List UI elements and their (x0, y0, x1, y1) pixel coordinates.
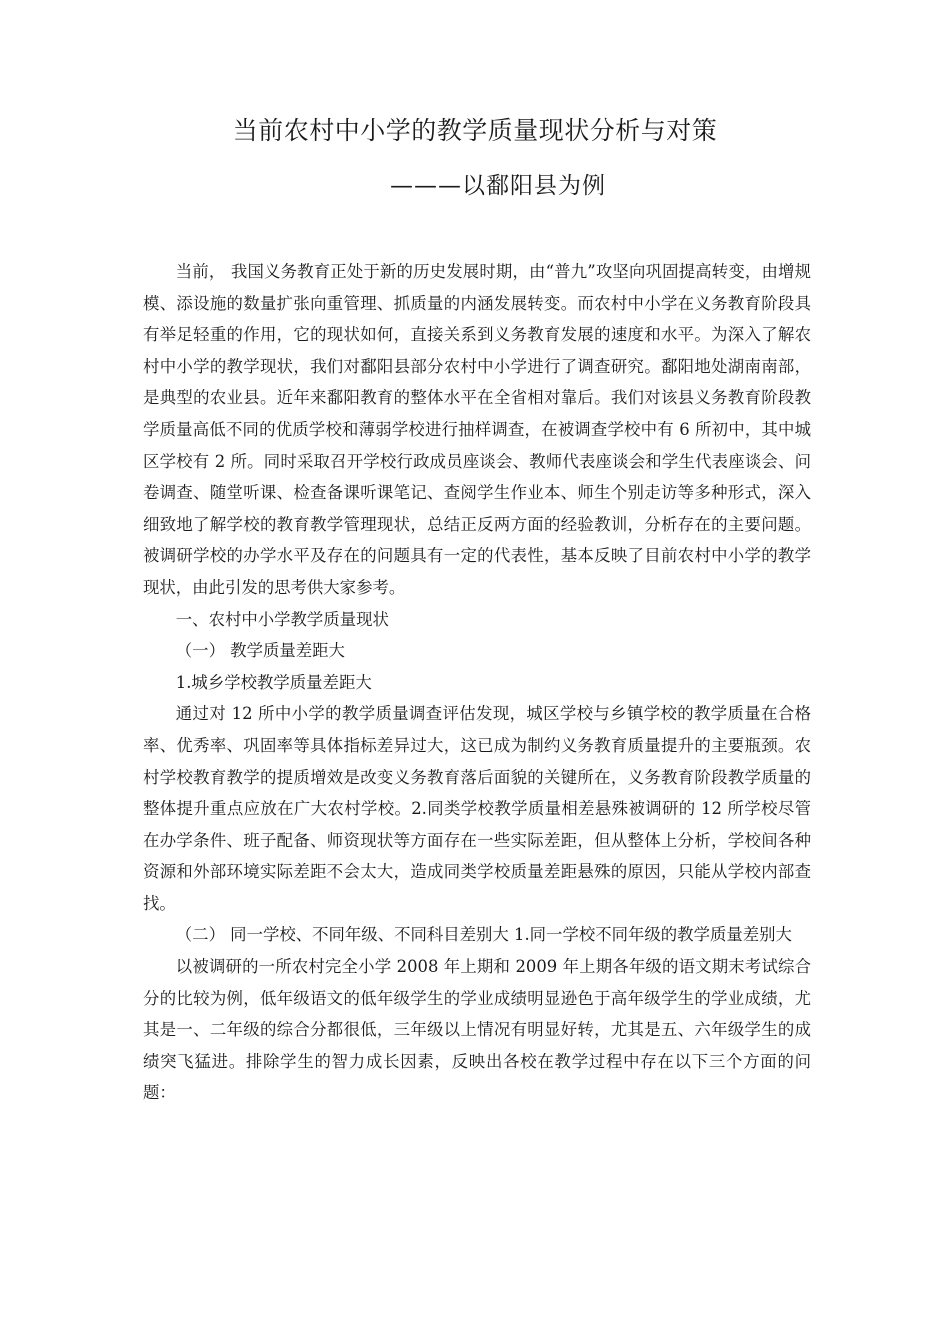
paragraph-grade-comparison: 以被调研的一所农村完全小学 2008 年上期和 2009 年上期各年级的语文期末考试综合分的比较为例，低年级语文的低年级学生的学业成绩明显逊色于高年级学生的学业成绩，尤其是一、二年级的综合分都很低，三年级以上情况有明显好转，尤其是五、六年级学生的成绩突飞猛进。排除学生的智力成长因素，反映出各校在教学过程中存在以下三个方面的问题： (143, 957, 811, 1103)
document-body (143, 256, 811, 1109)
paragraph-urban-rural: 通过对 12 所中小学的教学质量调查评估发现，城区学校与乡镇学校的教学质量在合格率、优秀率、巩固率等具体指标差异过大，这已成为制约义务教育质量提升的主要瓶颈。农村学校教育教学的提质增效是改变义务教育落后面貌的关键所在，义务教育阶段教学质量的整体提升重点应放在广大农村学校。2.同类学校教学质量相差悬殊被调研的 12 所学校尽管在办学条件、班子配备、师资现状等方面存在一些实际差距，但从整体上分析，学校间各种资源和外部环境实际差距不会太大，造成同类学校质量差距悬殊的原因，只能从学校内部查找。 (143, 704, 811, 913)
subsection-heading-2: （二） 同一学校、不同年级、不同科目差别大 1.同一学校不同年级的教学质量差别大 (175, 925, 792, 945)
section-heading-1: 一、农村中小学教学质量现状 (175, 609, 389, 629)
document-title: 当前农村中小学的教学质量现状分析与对策 (232, 116, 718, 145)
point-heading-1: 1.城乡学校教学质量差距大 (175, 672, 372, 692)
paragraph-intro: 当前， 我国义务教育正处于新的历史发展时期，由“普九”攻坚向巩固提高转变，由增规模、添设施的数量扩张向重管理、抓质量的内涵发展转变。而农村中小学在义务教育阶段具有举足轻重的作用，它的现状如何，直接关系到义务教育发展的速度和水平。为深入了解农村中小学的教学现状，我们对鄱阳县部分农村中小学进行了调查研究。鄱阳地处湖南南部，是典型的农业县。近年来鄱阳教育的整体水平在全省相对靠后。我们对该县义务教育阶段教学质量高低不同的优质学校和薄弱学校进行抽样调查，在被调查学校中有 6 所初中，其中城区学校有 2 所。同时采取召开学校行政成员座谈会、教师代表座谈会和学生代表座谈会、问卷调查、随堂听课、检查备课听课笔记、查阅学生作业本、师生个别走访等多种形式，深入细致地了解学校的教育教学管理现状，总结正反两方面的经验教训，分析存在的主要问题。被调研学校的办学水平及存在的问题具有一定的代表性，基本反映了目前农村中小学的教学现状，由此引发的思考供大家参考。 (143, 262, 811, 597)
document-subtitle: ———以鄱阳县为例 (390, 173, 606, 199)
subsection-heading-1: （一） 教学质量差距大 (175, 641, 345, 661)
